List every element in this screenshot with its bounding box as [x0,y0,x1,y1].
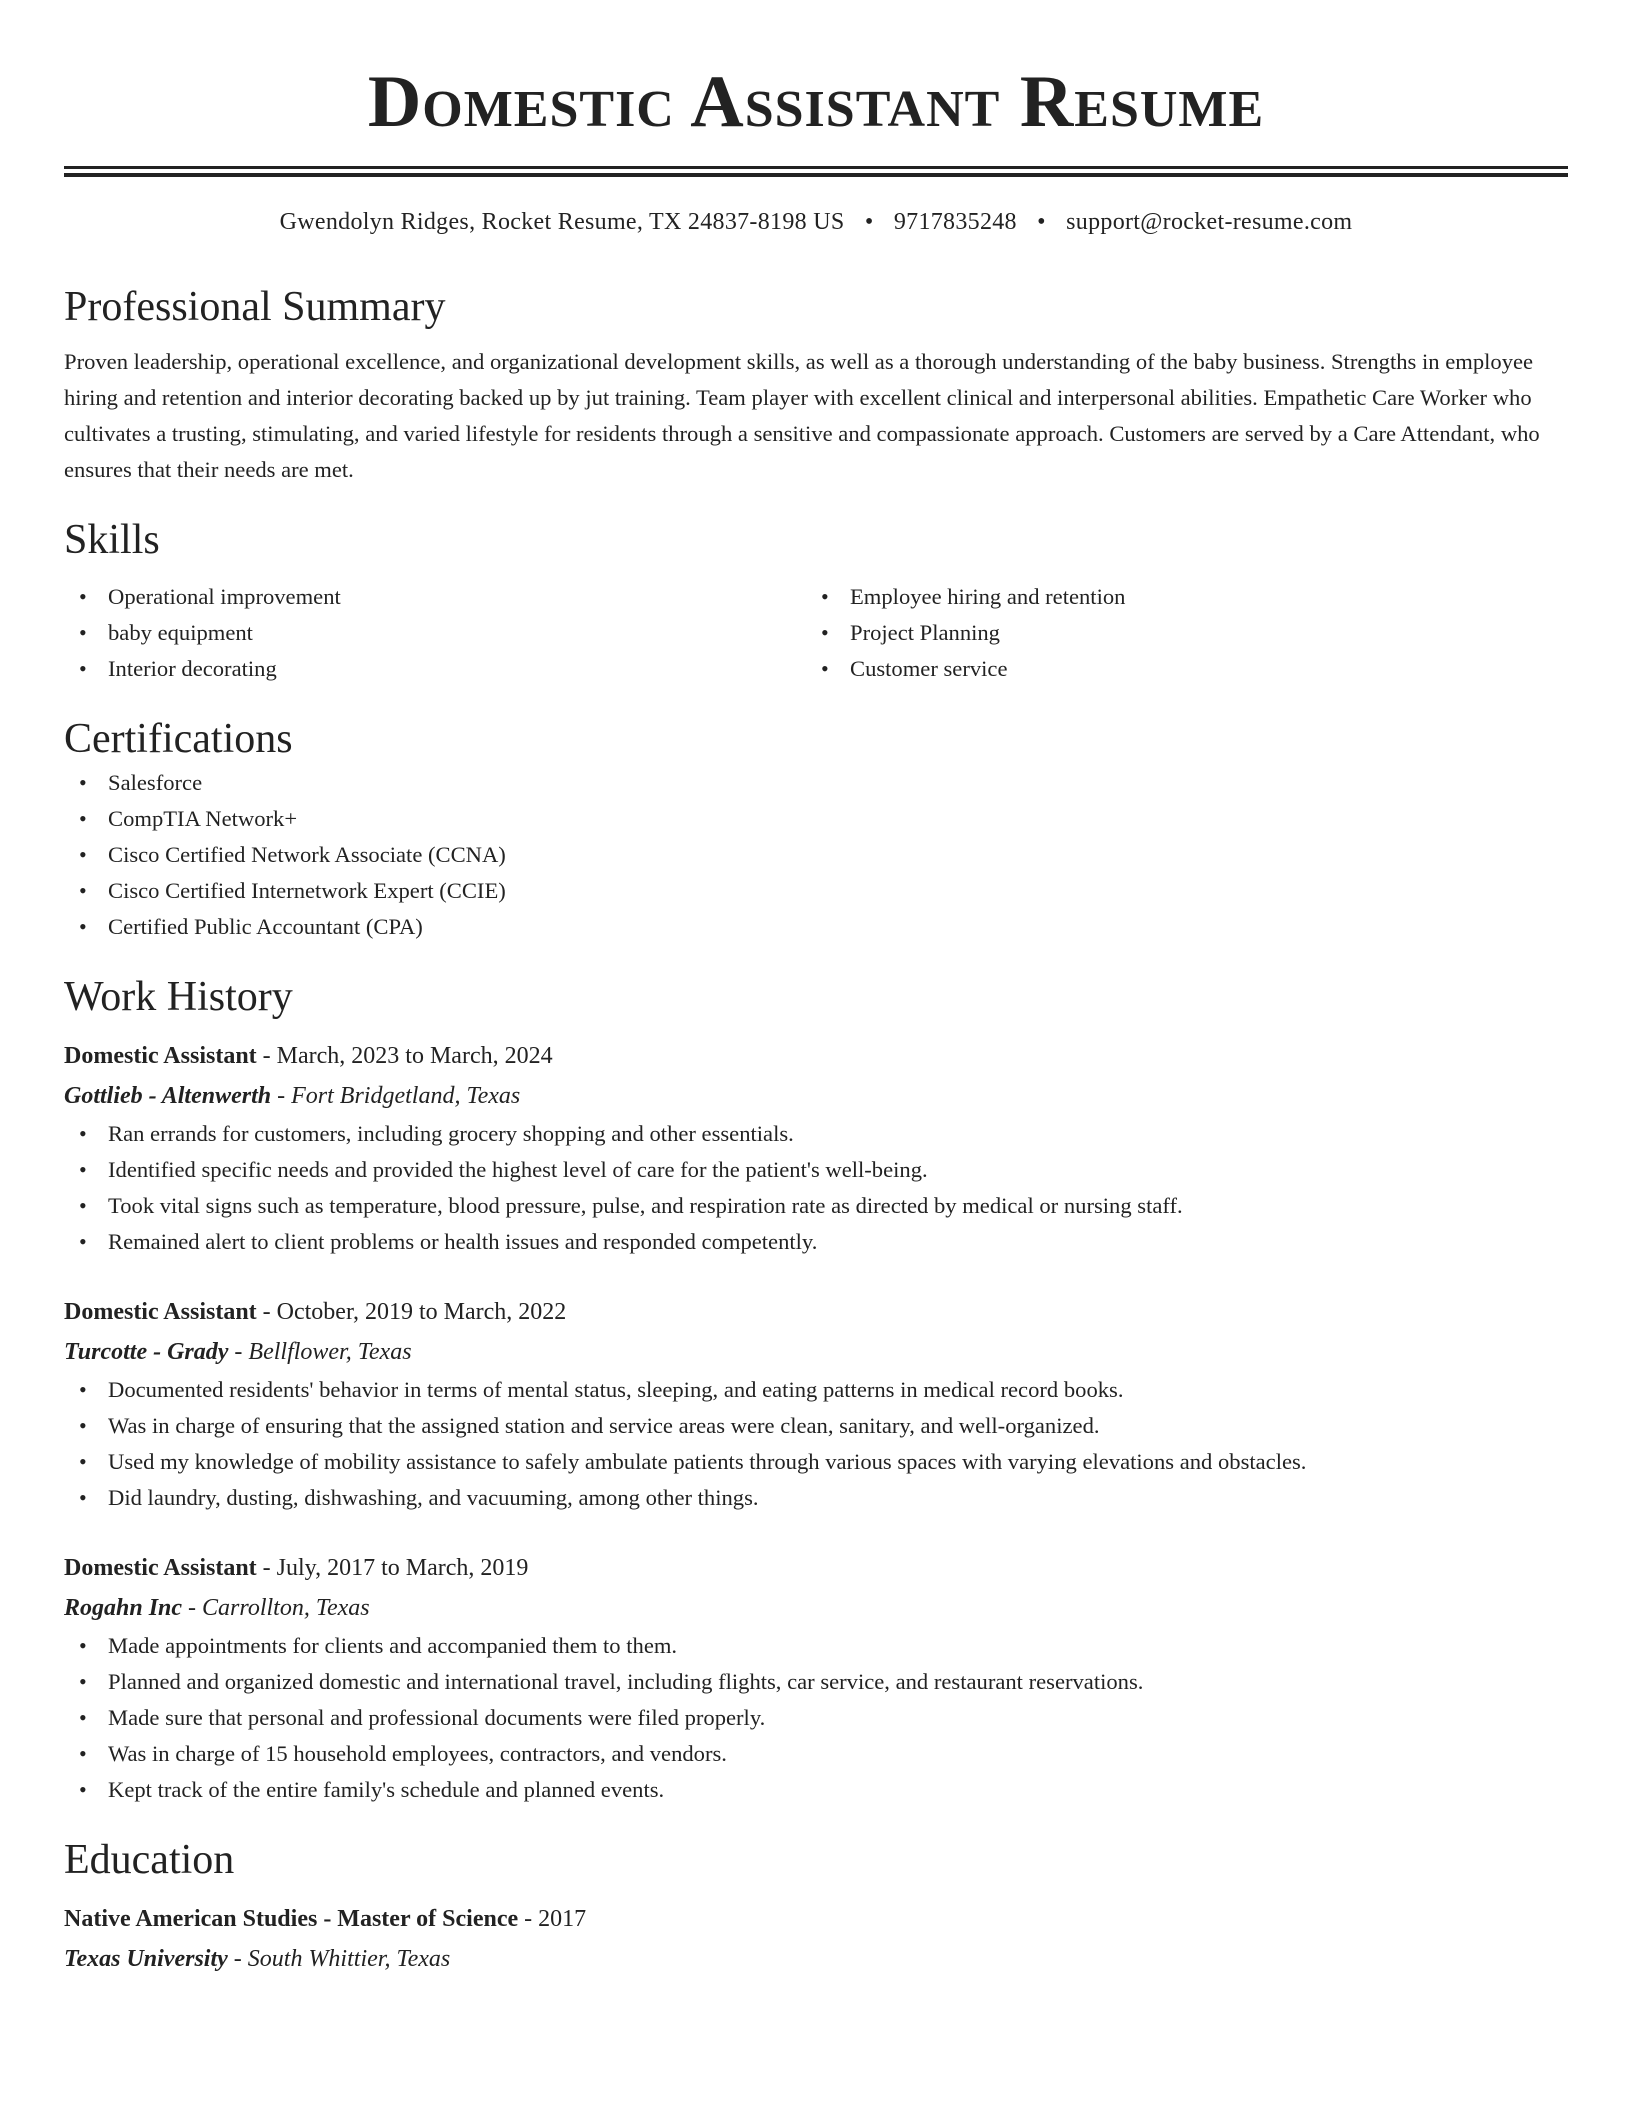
education-entry [64,1899,1568,1979]
degree-name: Native American Studies - Master of Science [64,1906,519,1932]
certifications-list [64,765,1568,945]
school-location: - South Whittier, Texas [227,1946,451,1972]
job-duty-text: Kept track of the entire family's schedule and planned events. [108,1777,665,1802]
bullet-icon: • [79,1193,87,1218]
school-name: Texas University [64,1946,228,1972]
job-duty [64,1772,1568,1808]
certifications-section [64,713,1568,945]
job-company: Turcotte - Grady [64,1339,229,1365]
skill-label: baby equipment [108,620,253,645]
bullet-icon: • [821,620,829,645]
skill-item [64,615,806,651]
title-divider [64,166,1568,177]
job-duty-text: Made sure that personal and professional documents were filed properly. [108,1705,766,1730]
bullet-icon: • [79,1741,87,1766]
job-entry [64,1036,1568,1260]
bullet-icon: • [821,656,829,681]
skill-item [64,579,806,615]
job-location: - Fort Bridgetland, Texas [271,1083,521,1109]
contact-separator: • [864,209,874,235]
certification-label: Cisco Certified Network Associate (CCNA) [108,842,506,867]
skill-item [806,651,1548,687]
work-history-heading: Work History [64,974,293,1020]
job-duty [64,1480,1568,1516]
bullet-icon: • [821,584,829,609]
bullet-icon: • [79,1777,87,1802]
job-duty-text: Remained alert to client problems or health issues and responded competently. [108,1229,818,1254]
certification-label: Certified Public Accountant (CPA) [108,914,423,939]
job-duty-text: Planned and organized domestic and international travel, including flights, car service, and restaurant reservations. [108,1669,1144,1694]
job-duty [64,1664,1568,1700]
contact-email: support@rocket-resume.com [1066,209,1353,235]
work-history-section [64,971,1568,1808]
skill-item [806,615,1548,651]
job-location: - Bellflower, Texas [228,1339,412,1365]
education-heading: Education [64,1837,235,1883]
certification-label: Salesforce [108,770,203,795]
bullet-icon: • [79,584,87,609]
skill-label: Interior decorating [108,656,277,681]
skills-column-left [64,579,806,687]
job-company: Rogahn Inc [64,1595,183,1621]
bullet-icon: • [79,1633,87,1658]
job-duty-text: Was in charge of ensuring that the assigned station and service areas were clean, sanitary, and well-organized. [108,1413,1100,1438]
bullet-icon: • [79,1669,87,1694]
job-company: Gottlieb - Altenwerth [64,1083,272,1109]
skills-section [64,514,1568,687]
job-dates: - March, 2023 to March, 2024 [256,1043,553,1069]
education-section [64,1834,1568,1979]
job-duty-text: Took vital signs such as temperature, blood pressure, pulse, and respiration rate as directed by medical or nursing staff. [108,1193,1183,1218]
skill-label: Project Planning [850,620,1000,645]
job-title-line [64,1548,1568,1588]
job-duty-text: Ran errands for customers, including grocery shopping and other essentials. [108,1121,794,1146]
degree-line [64,1899,1568,1939]
job-duties-list [64,1116,1568,1260]
job-duty [64,1444,1568,1480]
job-duty-text: Documented residents' behavior in terms of mental status, sleeping, and eating patterns in medical record books. [108,1377,1124,1402]
resume-title: Domestic Assistant Resume [367,61,1265,143]
job-duty-text: Was in charge of 15 household employees, contractors, and vendors. [108,1741,727,1766]
job-title-line [64,1036,1568,1076]
job-title: Domestic Assistant [64,1555,257,1581]
skill-label: Employee hiring and retention [850,584,1126,609]
bullet-icon: • [79,842,87,867]
job-duty-text: Identified specific needs and provided the highest level of care for the patient's well-being. [108,1157,928,1182]
bullet-icon: • [79,770,87,795]
job-dates: - October, 2019 to March, 2022 [256,1299,567,1325]
skill-item [64,651,806,687]
certification-item [64,765,1568,801]
bullet-icon: • [79,1413,87,1438]
bullet-icon: • [79,878,87,903]
job-duty [64,1152,1568,1188]
certification-item [64,801,1568,837]
bullet-icon: • [79,620,87,645]
job-duty-text: Did laundry, dusting, dishwashing, and vacuuming, among other things. [108,1485,759,1510]
certification-label: Cisco Certified Internetwork Expert (CCIE) [108,878,506,903]
contact-separator: • [1037,209,1046,235]
skills-column-right [806,579,1548,687]
summary-text: Proven leadership, operational excellence, and organizational development skills, as well as a thorough understanding of the baby business. Strengths in employee hiring and retention and interior decorating backed up by jut training. Team player with excellent clinical and interpersonal abilities. Empathetic Care Worker who cultivates a trusting, stimulating, and varied lifestyle for residents through a sensitive and compassionate approach. Customers are served by a Care Attendant, who ensures that their needs are met. [64,349,1540,482]
skills-heading: Skills [64,517,160,563]
job-entry [64,1292,1568,1516]
job-duty [64,1700,1568,1736]
degree-year: - 2017 [518,1906,587,1932]
job-company-line [64,1332,1568,1372]
job-title-line [64,1292,1568,1332]
resume-page [64,0,1568,1979]
job-duty-text: Made appointments for clients and accompanied them to them. [108,1633,678,1658]
skills-grid [64,579,1568,687]
job-location: - Carrollton, Texas [182,1595,370,1621]
job-duty-text: Used my knowledge of mobility assistance to safely ambulate patients through various spaces with varying elevations and obstacles. [108,1449,1307,1474]
job-duty [64,1224,1568,1260]
job-dates: - July, 2017 to March, 2019 [256,1555,529,1581]
bullet-icon: • [79,1377,87,1402]
contact-info [64,207,1568,237]
certification-item [64,909,1568,945]
skill-label: Customer service [850,656,1008,681]
bullet-icon: • [79,1449,87,1474]
job-entry [64,1548,1568,1808]
job-duty [64,1736,1568,1772]
skill-item [806,579,1548,615]
job-title: Domestic Assistant [64,1299,257,1325]
job-duty [64,1408,1568,1444]
certification-item [64,837,1568,873]
job-duties-list [64,1628,1568,1808]
bullet-icon: • [79,1157,87,1182]
job-duty [64,1116,1568,1152]
bullet-icon: • [79,806,87,831]
bullet-icon: • [79,1705,87,1730]
bullet-icon: • [79,914,87,939]
contact-phone: 9717835248 [893,209,1017,235]
contact-address: Gwendolyn Ridges, Rocket Resume, TX 24837-8198 US [279,209,845,235]
certification-label: CompTIA Network+ [108,806,298,831]
school-line [64,1939,1568,1979]
job-duty [64,1628,1568,1664]
summary-section [64,281,1568,488]
job-duties-list [64,1372,1568,1516]
job-duty [64,1372,1568,1408]
job-title: Domestic Assistant [64,1043,257,1069]
bullet-icon: • [79,1121,87,1146]
bullet-icon: • [79,1229,87,1254]
job-duty [64,1188,1568,1224]
skill-label: Operational improvement [108,584,341,609]
certification-item [64,873,1568,909]
bullet-icon: • [79,656,87,681]
bullet-icon: • [79,1485,87,1510]
job-company-line [64,1076,1568,1116]
summary-heading: Professional Summary [64,284,446,330]
certifications-heading: Certifications [64,716,293,762]
job-company-line [64,1588,1568,1628]
